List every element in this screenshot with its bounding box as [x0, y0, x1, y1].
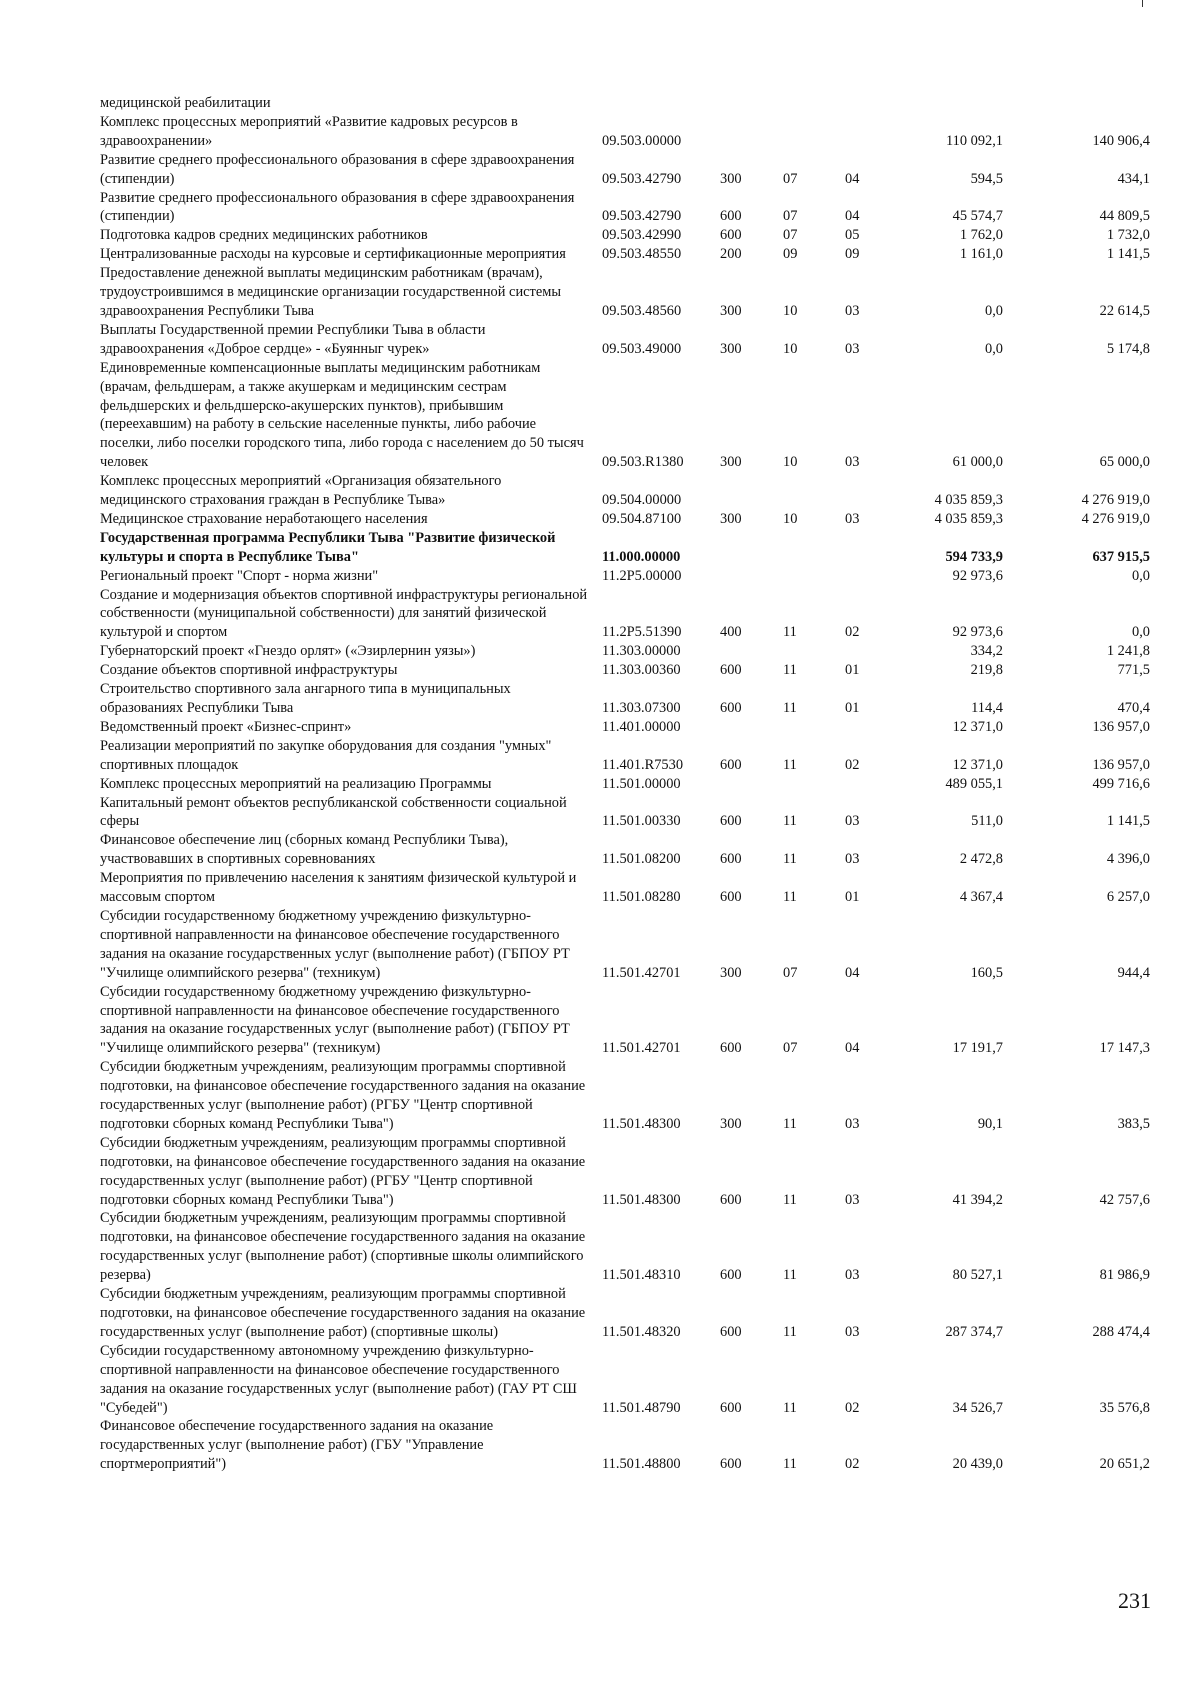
row-amount-year-2: 140 906,4	[1092, 132, 1150, 149]
row-amount-year-1: 2 472,8	[959, 851, 1003, 868]
row-amount-year-2: 4 276 919,0	[1081, 492, 1150, 509]
row-name: Субсидии бюджетным учреждениям, реализующим программы спортивной подготовки, на финансовое обеспечение государственного задания на оказание государственных услуг (выполнение работ) (РГБУ "Центр спортивной подготовки сборных команд Республики Тыва")	[100, 1059, 586, 1132]
row-expense-type: 600	[720, 851, 742, 868]
row-subsection: 03	[845, 510, 860, 527]
table-row	[100, 113, 1160, 151]
row-name: Комплекс процессных мероприятий «Развитие кадровых ресурсов в здравоохранении»	[100, 113, 518, 149]
row-subsection: 04	[845, 170, 860, 187]
row-amount-year-1: 287 374,7	[945, 1323, 1003, 1340]
row-amount-year-1: 489 055,1	[945, 775, 1003, 792]
row-code: 11.501.48300	[602, 1191, 681, 1208]
row-name: Субсидии государственному бюджетному учреждению физкультурно-спортивной направленности на финансовое обеспечение государственного задания на оказание государственных услуг (выполнение работ) (ГБПОУ РТ "Училище олимпийского резерва" (техникум)	[100, 983, 570, 1057]
table-row	[100, 529, 1160, 567]
row-expense-type	[720, 567, 775, 586]
row-section	[775, 529, 833, 567]
table-row	[100, 1058, 1160, 1134]
table-row	[100, 680, 1160, 718]
row-section: 11	[783, 662, 797, 679]
table-row	[100, 586, 1160, 643]
table-row	[100, 869, 1160, 907]
row-section	[775, 642, 833, 661]
row-amount-year-2: 4 276 919,0	[1081, 510, 1150, 527]
row-amount-year-2: 499 716,6	[1092, 775, 1150, 792]
row-code: 11.501.08280	[602, 889, 681, 906]
row-amount-year-2: 0,0	[1132, 567, 1150, 584]
row-subsection: 02	[845, 1456, 860, 1473]
row-subsection: 05	[845, 227, 860, 244]
row-amount-year-2: 22 614,5	[1099, 302, 1150, 319]
page-number: 231	[1118, 1588, 1151, 1613]
row-amount-year-2: 1 141,5	[1106, 813, 1150, 830]
row-amount-year-2: 81 986,9	[1099, 1267, 1150, 1284]
row-amount-year-1: 1 161,0	[959, 246, 1003, 263]
row-code: 11.303.00000	[602, 643, 681, 660]
row-expense-type: 300	[720, 964, 742, 981]
row-amount-year-1: 12 371,0	[952, 756, 1003, 773]
row-amount-year-1: 4 367,4	[959, 889, 1003, 906]
table-row	[100, 718, 1160, 737]
row-expense-type: 600	[720, 1456, 742, 1473]
row-section	[775, 113, 833, 151]
row-section	[775, 472, 833, 510]
row-expense-type: 600	[720, 227, 742, 244]
row-section: 07	[783, 964, 798, 981]
row-expense-type: 600	[720, 1267, 742, 1284]
row-expense-type: 600	[720, 662, 742, 679]
row-section	[775, 94, 833, 113]
row-subsection: 03	[845, 340, 860, 357]
row-amount-year-1: 20 439,0	[952, 1456, 1003, 1473]
row-subsection: 03	[845, 1191, 860, 1208]
row-subsection: 02	[845, 756, 860, 773]
row-subsection	[833, 775, 898, 794]
row-name: Централизованные расходы на курсовые и сертификационные мероприятия	[100, 246, 566, 263]
row-amount-year-1: 160,5	[970, 964, 1003, 981]
row-amount-year-1: 92 973,6	[952, 567, 1003, 584]
row-amount-year-2: 0,0	[1132, 624, 1150, 641]
row-section: 11	[783, 1267, 797, 1284]
row-code: 11.2P5.51390	[602, 624, 682, 641]
table-row	[100, 831, 1160, 869]
row-section: 11	[783, 1115, 797, 1132]
row-subsection: 02	[845, 1399, 860, 1416]
row-code: 09.503.48560	[602, 302, 682, 319]
row-section	[775, 775, 833, 794]
row-expense-type: 300	[720, 340, 742, 357]
row-amount-year-2: 17 147,3	[1099, 1040, 1150, 1057]
table-row	[100, 642, 1160, 661]
row-name: Субсидии государственному бюджетному учреждению физкультурно-спортивной направленности на финансовое обеспечение государственного задания на оказание государственных услуг (выполнение работ) (ГБПОУ РТ "Училище олимпийского резерва" (техникум)	[100, 907, 570, 981]
row-name: Региональный проект "Спорт - норма жизни"	[100, 567, 379, 584]
row-subsection	[833, 529, 898, 567]
row-section: 11	[783, 624, 797, 641]
row-code: 09.503.48550	[602, 246, 682, 263]
row-subsection: 01	[845, 700, 860, 716]
row-code: 09.503.49000	[602, 340, 682, 357]
row-subsection: 03	[845, 1323, 860, 1340]
row-name: Государственная программа Республики Тыва "Развитие физической культуры и спорта в Республике Тыва"	[100, 529, 556, 565]
row-code: 11.2P5.00000	[602, 567, 682, 584]
row-expense-type: 300	[720, 170, 742, 187]
row-amount-year-1: 114,4	[971, 700, 1003, 716]
row-section: 11	[783, 700, 797, 716]
row-code: 11.501.00330	[602, 813, 681, 830]
row-name: Финансовое обеспечение лиц (сборных команд Республики Тыва), участвовавших в спортивных соревнованиях	[100, 832, 509, 868]
row-subsection	[833, 94, 898, 113]
row-subsection: 09	[845, 246, 860, 263]
row-name: Мероприятия по привлечению населения к занятиям физической культурой и массовым спортом	[100, 870, 577, 906]
budget-table-body	[100, 94, 1160, 1474]
row-name: Субсидии бюджетным учреждениям, реализующим программы спортивной подготовки, на финансовое обеспечение государственного задания на оказание государственных услуг (выполнение работ) (РГБУ "Центр спортивной подготовки сборных команд Республики Тыва")	[100, 1134, 586, 1208]
row-amount-year-2: 35 576,8	[1099, 1399, 1150, 1416]
row-code: 11.501.48800	[602, 1456, 681, 1473]
row-expense-type: 600	[720, 1323, 742, 1340]
row-section: 11	[783, 851, 797, 868]
table-row	[100, 1134, 1160, 1210]
row-name: Субсидии бюджетным учреждениям, реализующим программы спортивной подготовки, на финансовое обеспечение государственного задания на оказание государственных услуг (выполнение работ) (спортивные школы)	[100, 1286, 586, 1340]
row-code: 11.501.42701	[602, 1040, 681, 1057]
row-subsection: 03	[845, 851, 860, 868]
row-amount-year-2: 1 141,5	[1106, 246, 1150, 263]
table-row	[100, 907, 1160, 983]
row-section: 10	[783, 302, 798, 319]
row-amount-year-1: 511,0	[971, 813, 1003, 830]
row-subsection	[833, 472, 898, 510]
row-amount-year-1: 594,5	[970, 170, 1003, 187]
row-expense-type	[720, 94, 775, 113]
row-amount-year-1: 594 733,9	[945, 548, 1003, 565]
row-amount-year-2: 6 257,0	[1106, 889, 1150, 906]
row-amount-year-1: 41 394,2	[952, 1191, 1003, 1208]
row-subsection: 03	[845, 1267, 860, 1284]
row-amount-year-1: 219,8	[970, 662, 1003, 679]
row-code: 11.501.08200	[602, 851, 681, 868]
row-amount-year-1: 1 762,0	[959, 227, 1003, 244]
row-code: 11.501.00000	[602, 775, 681, 792]
row-amount-year-2: 44 809,5	[1099, 208, 1150, 225]
table-row	[100, 1342, 1160, 1418]
row-subsection: 02	[845, 624, 860, 641]
row-amount-year-2: 4 396,0	[1106, 851, 1150, 868]
row-code	[600, 94, 720, 113]
row-code: 09.503.42790	[602, 208, 682, 225]
row-name: Субсидии бюджетным учреждениям, реализующим программы спортивной подготовки, на финансовое обеспечение государственного задания на оказание государственных услуг (выполнение работ) (спортивные школы олимпийского резерва)	[100, 1210, 586, 1284]
row-name: Губернаторский проект «Гнездо орлят» («Эзирлернин уязы»)	[100, 643, 476, 660]
table-row	[100, 359, 1160, 472]
table-row	[100, 567, 1160, 586]
row-amount-year-2: 470,4	[1117, 700, 1150, 716]
row-name: Развитие среднего профессионального образования в сфере здравоохранения (стипендии)	[100, 189, 575, 225]
row-subsection: 04	[845, 1040, 860, 1057]
row-section: 07	[783, 170, 798, 187]
row-expense-type: 600	[720, 813, 742, 830]
row-expense-type: 300	[720, 510, 742, 527]
row-amount-year-1: 17 191,7	[952, 1040, 1003, 1057]
row-code: 11.401.00000	[602, 718, 681, 735]
row-amount-year-2: 65 000,0	[1099, 454, 1150, 471]
row-code: 09.503.42990	[602, 227, 682, 244]
row-amount-year-1: 34 526,7	[952, 1399, 1003, 1416]
row-subsection	[833, 567, 898, 586]
row-subsection: 03	[845, 454, 860, 471]
row-amount-year-1: 90,1	[977, 1115, 1003, 1132]
row-name: Комплекс процессных мероприятий на реализацию Программы	[100, 775, 492, 792]
table-row	[100, 226, 1160, 245]
row-expense-type: 600	[720, 889, 742, 906]
table-row	[100, 189, 1160, 227]
row-subsection	[833, 113, 898, 151]
row-code: 11.000.00000	[602, 548, 681, 565]
row-section	[775, 567, 833, 586]
row-amount-year-1: 61 000,0	[952, 454, 1003, 471]
row-amount-year-1: 12 371,0	[952, 718, 1003, 735]
row-amount-year-1	[898, 94, 1033, 113]
row-section: 11	[783, 756, 797, 773]
row-subsection: 03	[845, 302, 860, 319]
scan-corner-mark	[1142, 0, 1143, 7]
row-code: 09.503.00000	[602, 132, 682, 149]
row-section: 11	[783, 1323, 797, 1340]
row-amount-year-2: 1 732,0	[1106, 227, 1150, 244]
row-expense-type	[720, 113, 775, 151]
row-expense-type: 600	[720, 208, 742, 225]
row-name: Создание и модернизация объектов спортивной инфраструктуры региональной собственности (муниципальной собственности) для занятий физической культурой и спортом	[100, 586, 588, 641]
row-code: 11.501.48320	[602, 1323, 681, 1340]
table-row	[100, 1209, 1160, 1285]
row-section: 07	[783, 227, 798, 244]
row-expense-type: 600	[720, 756, 742, 773]
row-name: медицинской реабилитации	[100, 95, 271, 111]
row-section: 11	[783, 813, 797, 830]
row-subsection	[833, 642, 898, 661]
row-code: 11.303.00360	[602, 662, 681, 679]
row-subsection: 04	[845, 208, 860, 225]
row-name: Предоставление денежной выплаты медицинским работникам (врачам), трудоустроившимся в медицинские организации государственной системы здравоохранения Республики Тыва	[100, 265, 561, 319]
row-expense-type: 400	[720, 624, 742, 641]
row-subsection: 01	[845, 662, 860, 679]
row-amount-year-1: 110 092,1	[945, 132, 1003, 149]
table-row	[100, 321, 1160, 359]
row-name: Единовременные компенсационные выплаты медицинским работникам (врачам, фельдшерам, а также акушеркам и медицинским сестрам фельдшерских и фельдшерско-акушерских пунктов), прибывшим (переехавшим) на работу в сельские населенные пункты, либо рабочие поселки, либо поселки городского типа, либо города с населением до 50 тысяч человек	[100, 359, 584, 471]
row-name: Строительство спортивного зала ангарного типа в муниципальных образованиях Республики Тыва	[100, 681, 511, 716]
row-section: 07	[783, 1040, 798, 1057]
row-section: 11	[783, 889, 797, 906]
row-amount-year-1: 334,2	[970, 643, 1003, 660]
row-amount-year-2: 771,5	[1117, 662, 1150, 679]
row-expense-type	[720, 472, 775, 510]
row-section: 07	[783, 208, 798, 225]
row-amount-year-2: 1 241,8	[1106, 643, 1150, 660]
row-amount-year-1: 45 574,7	[952, 208, 1003, 225]
table-row	[100, 245, 1160, 264]
row-expense-type: 300	[720, 1115, 742, 1132]
row-expense-type	[720, 775, 775, 794]
row-code: 09.504.00000	[602, 492, 682, 509]
row-amount-year-2: 136 957,0	[1092, 718, 1150, 735]
row-name: Медицинское страхование неработающего населения	[100, 510, 428, 527]
row-expense-type: 600	[720, 700, 742, 716]
row-name: Подготовка кадров средних медицинских работников	[100, 227, 428, 244]
row-amount-year-2: 383,5	[1117, 1115, 1150, 1132]
row-code: 11.501.48790	[602, 1399, 681, 1416]
table-row	[100, 661, 1160, 680]
row-expense-type: 600	[720, 1399, 742, 1416]
row-section	[775, 718, 833, 737]
table-row	[100, 510, 1160, 529]
row-section: 11	[783, 1399, 797, 1416]
table-row	[100, 151, 1160, 189]
row-amount-year-1: 4 035 859,3	[934, 510, 1003, 527]
row-expense-type	[720, 529, 775, 567]
table-row	[100, 94, 1160, 113]
row-subsection	[833, 718, 898, 737]
row-amount-year-1: 0,0	[985, 340, 1003, 357]
row-amount-year-2: 637 915,5	[1092, 548, 1150, 565]
row-amount-year-1: 80 527,1	[952, 1267, 1003, 1284]
row-section: 10	[783, 340, 798, 357]
row-section: 11	[783, 1456, 797, 1473]
row-expense-type: 600	[720, 1040, 742, 1057]
table-row	[100, 983, 1160, 1059]
row-code: 09.503.R1380	[602, 454, 684, 471]
row-code: 11.501.48300	[602, 1115, 681, 1132]
row-amount-year-1: 0,0	[985, 302, 1003, 319]
row-code: 11.501.42701	[602, 964, 681, 981]
row-name: Выплаты Государственной премии Республики Тыва в области здравоохранения «Доброе сердце» - «Буянныг чурек»	[100, 321, 486, 357]
row-amount-year-2: 20 651,2	[1099, 1456, 1150, 1473]
budget-table	[100, 94, 1160, 1474]
row-amount-year-1: 4 035 859,3	[934, 492, 1003, 509]
row-amount-year-1: 92 973,6	[952, 624, 1003, 641]
row-expense-type	[720, 642, 775, 661]
row-name: Капитальный ремонт объектов республиканской собственности социальной сферы	[100, 794, 567, 830]
row-subsection: 03	[845, 1115, 860, 1132]
row-name: Развитие среднего профессионального образования в сфере здравоохранения (стипендии)	[100, 151, 575, 187]
row-amount-year-2: 434,1	[1117, 170, 1150, 187]
table-row	[100, 794, 1160, 832]
row-name: Финансовое обеспечение государственного задания на оказание государственных услуг (выполнение работ) (ГБУ "Управление спортмероприятий")	[100, 1418, 494, 1473]
row-section: 09	[783, 246, 798, 263]
row-section: 10	[783, 510, 798, 527]
row-amount-year-2: 5 174,8	[1106, 340, 1150, 357]
row-amount-year-2: 42 757,6	[1099, 1191, 1150, 1208]
row-amount-year-2: 944,4	[1117, 964, 1150, 981]
table-row	[100, 1417, 1160, 1474]
row-code: 11.401.R7530	[602, 756, 684, 773]
row-code: 11.303.07300	[602, 700, 681, 716]
row-subsection: 03	[845, 813, 860, 830]
row-expense-type: 200	[720, 246, 742, 263]
row-name: Создание объектов спортивной инфраструктуры	[100, 662, 398, 679]
table-row	[100, 264, 1160, 321]
table-row	[100, 472, 1160, 510]
row-section: 10	[783, 454, 798, 471]
table-row	[100, 737, 1160, 775]
row-subsection: 04	[845, 964, 860, 981]
row-section: 11	[783, 1191, 797, 1208]
row-code: 11.501.48310	[602, 1267, 681, 1284]
row-name: Комплекс процессных мероприятий «Организация обязательного медицинского страхования граждан в Республике Тыва»	[100, 473, 502, 509]
row-name: Реализации мероприятий по закупке оборудования для создания "умных" спортивных площадок	[100, 737, 552, 773]
row-code: 09.504.87100	[602, 510, 682, 527]
row-expense-type: 600	[720, 1191, 742, 1208]
row-expense-type: 300	[720, 454, 742, 471]
row-subsection: 01	[845, 889, 860, 906]
row-amount-year-2: 136 957,0	[1092, 756, 1150, 773]
table-row	[100, 1285, 1160, 1342]
row-expense-type: 300	[720, 302, 742, 319]
row-name: Субсидии государственному автономному учреждению физкультурно-спортивной направленности на финансовое обеспечение государственного задания на оказание государственных услуг (выполнение работ) (ГАУ РТ СШ "Субедей")	[100, 1342, 577, 1416]
row-amount-year-2	[1033, 94, 1160, 113]
row-code: 09.503.42790	[602, 170, 682, 187]
row-name: Ведомственный проект «Бизнес-спринт»	[100, 718, 352, 735]
row-expense-type	[720, 718, 775, 737]
table-row	[100, 775, 1160, 794]
row-amount-year-2: 288 474,4	[1092, 1323, 1150, 1340]
